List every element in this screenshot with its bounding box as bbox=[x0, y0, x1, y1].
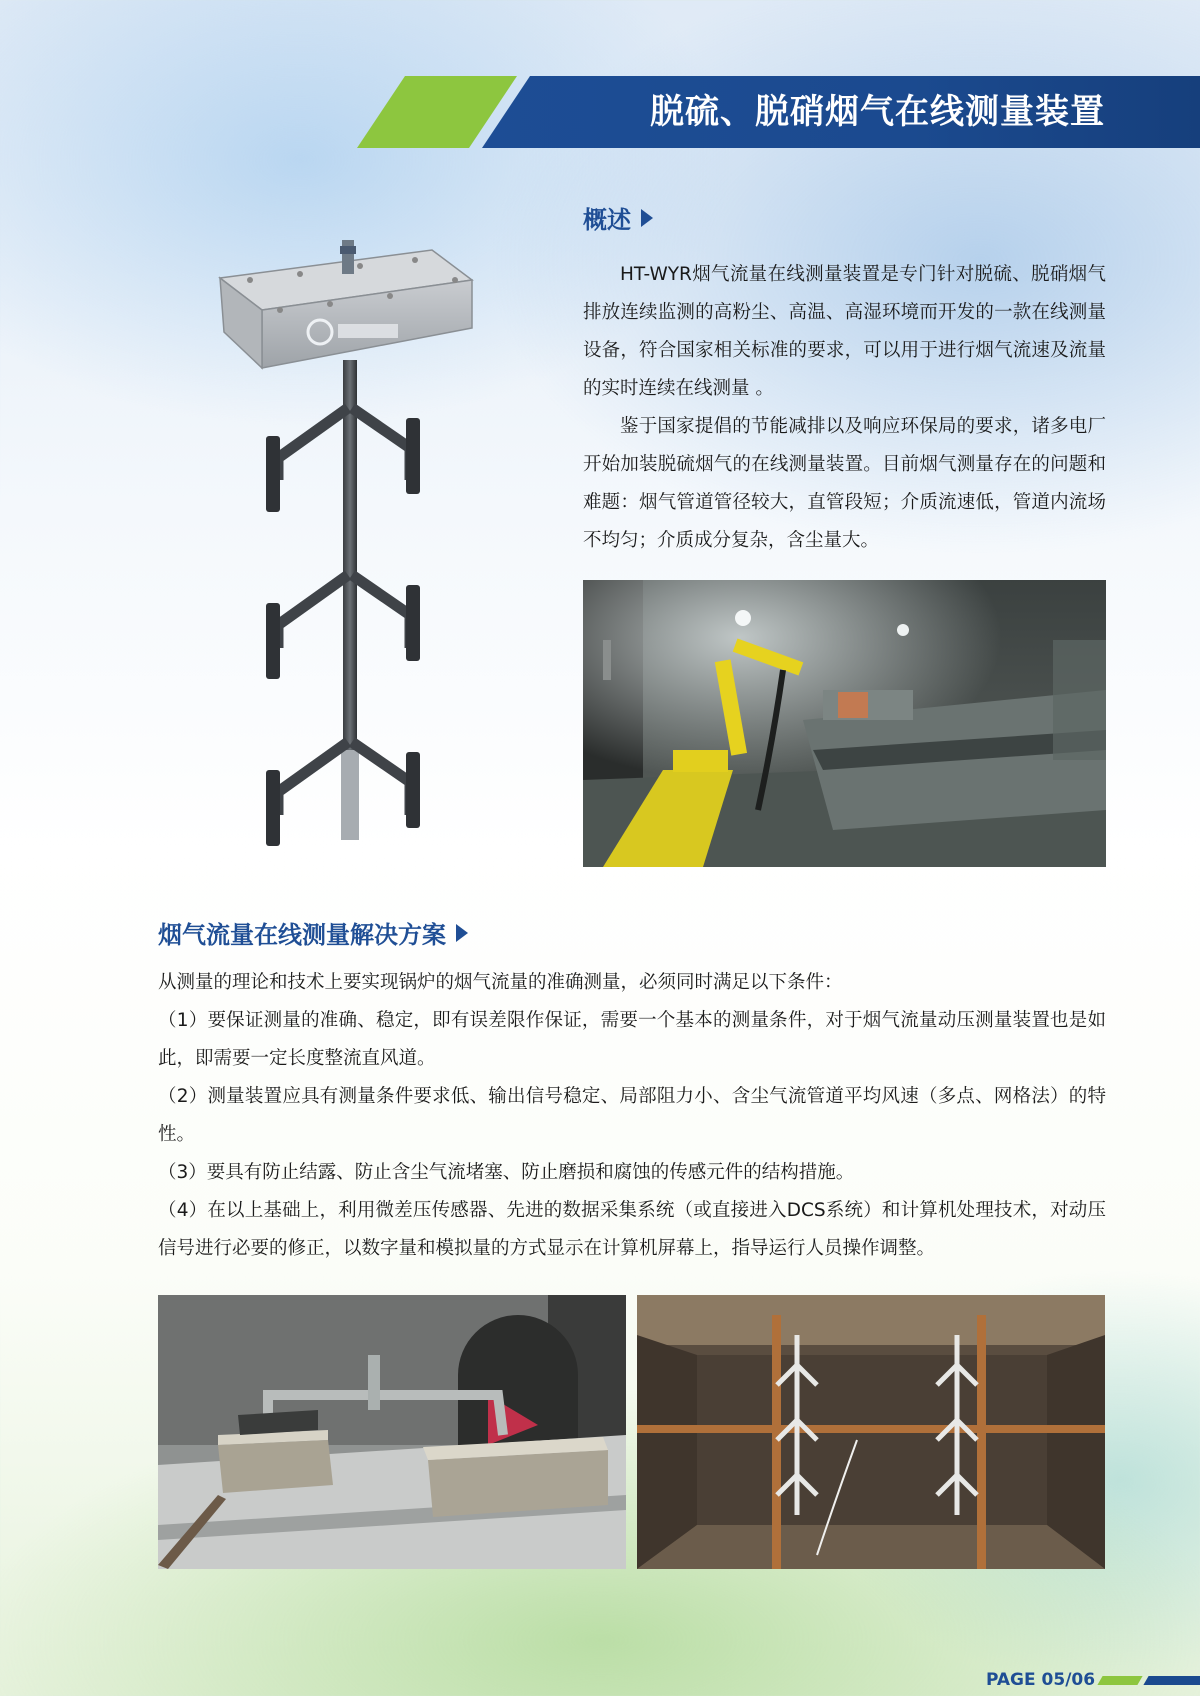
solution-heading-text: 烟气流量在线测量解决方案 bbox=[158, 921, 446, 949]
solution-heading bbox=[158, 915, 468, 950]
footer-blue-stripe bbox=[1143, 1676, 1200, 1685]
solution-text bbox=[158, 964, 1106, 1268]
photo-duct-interior bbox=[637, 1295, 1105, 1569]
page-title: 脱硫、脱硝烟气在线测量装置 bbox=[650, 92, 1105, 132]
overview-heading bbox=[583, 200, 653, 235]
overview-paragraph-2: 鉴于国家提倡的节能减排以及响应环保局的要求，诸多电厂开始加装脱硫烟气的在线测量装置。目前烟气测量存在的问题和难题：烟气管道管径较大，直管段短；介质流速低，管道内流场不均匀；介质成分复杂，含尘量大。 bbox=[583, 416, 1106, 551]
solution-item-2: （2）测量装置应具有测量条件要求低、输出信号稳定、局部阻力小、含尘气流管道平均风速（多点、网格法）的特性。 bbox=[158, 1086, 1106, 1145]
solution-item-3: （3）要具有防止结露、防止含尘气流堵塞、防止磨损和腐蚀的传感元件的结构措施。 bbox=[158, 1162, 855, 1183]
page-number: PAGE 05/06 bbox=[986, 1670, 1096, 1690]
overview-paragraph-1: HT-WYR烟气流量在线测量装置是专门针对脱硫、脱硝烟气排放连续监测的高粉尘、高温、高湿环境而开发的一款在线测量设备，符合国家相关标准的要求，可以用于进行烟气流速及流量的实时连续在线测量 。 bbox=[583, 264, 1106, 399]
overview-text bbox=[583, 256, 1106, 560]
solution-item-1: （1）要保证测量的准确、稳定，即有误差限作保证，需要一个基本的测量条件，对于烟气流量动压测量装置也是如此，即需要一定长度整流直风道。 bbox=[158, 1010, 1106, 1069]
triangle-right-icon bbox=[456, 924, 468, 942]
probe-device-illustration bbox=[210, 240, 480, 850]
photo-installed-boxes bbox=[158, 1295, 626, 1569]
overview-heading-text: 概述 bbox=[583, 206, 631, 234]
photo-robot-workshop bbox=[583, 580, 1106, 867]
triangle-right-icon bbox=[641, 209, 653, 227]
solution-intro: 从测量的理论和技术上要实现锅炉的烟气流量的准确测量，必须同时满足以下条件： bbox=[158, 972, 843, 993]
footer-green-stripe bbox=[1097, 1676, 1142, 1685]
solution-item-4: （4）在以上基础上，利用微差压传感器、先进的数据采集系统（或直接进入DCS系统）和计算机处理技术，对动压信号进行必要的修正，以数字量和模拟量的方式显示在计算机屏幕上，指导运行人员操作调整。 bbox=[158, 1200, 1106, 1259]
